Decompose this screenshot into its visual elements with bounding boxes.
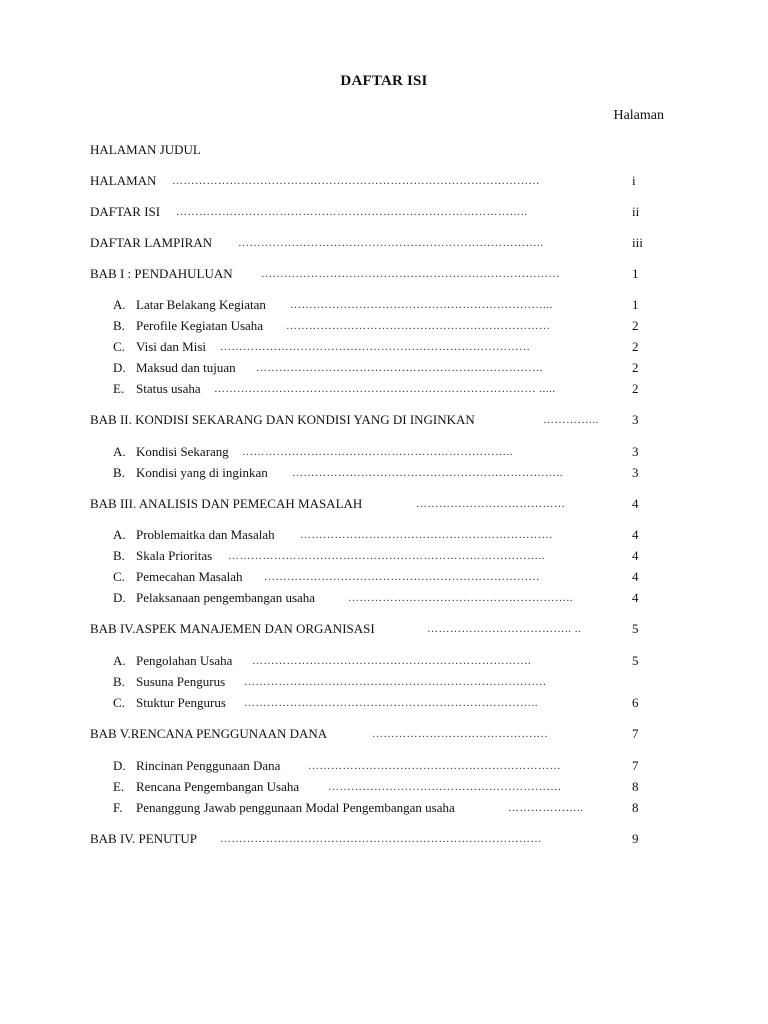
toc-entry (0, 778, 768, 796)
toc-entry-label: Pelaksanaan pengembangan usaha (136, 590, 316, 605)
toc-entry (0, 359, 768, 377)
toc-dot-leader: …………………………………………………………... (290, 299, 553, 311)
toc-dot-leader: ………………………………………………………………….. (244, 697, 538, 709)
toc-entry-page: 2 (632, 339, 639, 354)
toc-entry-page: 7 (632, 726, 639, 741)
toc-entry-letter: C. (113, 695, 125, 710)
toc-entry-page: ii (632, 204, 640, 219)
toc-dot-leader: ……………….. (508, 802, 584, 814)
toc-entry (0, 673, 768, 691)
toc-entry (0, 380, 768, 398)
toc-entry-letter: A. (113, 297, 126, 312)
toc-dot-leader: …………………………………………………………………… (261, 268, 560, 280)
toc-entry-label: BAB IV.ASPEK MANAJEMEN DAN ORGANISASI (90, 621, 375, 636)
toc-entry-page: 7 (632, 758, 639, 773)
toc-dot-leader: ………………………………………………………………. (252, 655, 532, 667)
toc-dot-leader: ……………………………….. .. (427, 623, 582, 635)
toc-entry-page: 8 (632, 800, 639, 815)
toc-entry (0, 338, 768, 356)
toc-entry-page: 4 (632, 590, 639, 605)
toc-dot-leader: …………………………………………………………………….. (238, 237, 544, 249)
toc-entry (0, 589, 768, 607)
toc-entry-letter: E. (113, 381, 125, 396)
toc-entry (0, 547, 768, 565)
toc-entry-label: Penanggung Jawab penggunaan Modal Pengembangan usaha (136, 800, 455, 815)
toc-entry-letter: C. (113, 339, 125, 354)
toc-entry (0, 495, 768, 513)
toc-entry-label: BAB II. KONDISI SEKARANG DAN KONDISI YANG DI INGINKAN (90, 412, 475, 427)
toc-entry-label: Kondisi yang di inginkan (136, 465, 268, 480)
toc-dot-leader: …………………………………………………………….. (292, 467, 563, 479)
toc-dot-leader: …………... (543, 414, 599, 426)
toc-entry-label: Pemecahan Masalah (136, 569, 243, 584)
toc-entry-letter: B. (113, 465, 125, 480)
toc-entry-label: HALAMAN JUDUL (90, 142, 201, 157)
toc-entry (0, 620, 768, 638)
toc-entry-page: 8 (632, 779, 639, 794)
toc-entry-page: 9 (632, 831, 639, 846)
toc-dot-leader: …………………………………………………………………………………… (172, 175, 540, 187)
toc-dot-leader: ………………………………………………………………… (256, 362, 544, 374)
toc-entry-label: BAB I : PENDAHULUAN (90, 266, 233, 281)
page-column-header: Halaman (613, 108, 664, 123)
toc-entry-label: Maksud dan tujuan (136, 360, 236, 375)
toc-entry-label: Pengolahan Usaha (136, 653, 233, 668)
toc-entry-page: 2 (632, 318, 639, 333)
toc-entry-label: BAB V.RENCANA PENGGUNAAN DANA (90, 726, 328, 741)
toc-entry-page: 1 (632, 266, 639, 281)
toc-entry-label: Skala Prioritas (136, 548, 213, 563)
toc-entry (0, 652, 768, 670)
toc-entry-page: 4 (632, 548, 639, 563)
toc-dot-leader: ……………………………………………………………………………….. (176, 206, 528, 218)
toc-entry-page: i (632, 173, 636, 188)
toc-entry-letter: B. (113, 548, 125, 563)
toc-entry (0, 141, 768, 159)
toc-entry-label: DAFTAR LAMPIRAN (90, 235, 213, 250)
toc-entry-page: 4 (632, 569, 639, 584)
toc-dot-leader: ……………………………………………………………… (264, 571, 540, 583)
toc-entry-letter: A. (113, 444, 126, 459)
toc-entry-label: Status usaha (136, 381, 201, 396)
toc-entry-label: BAB III. ANALISIS DAN PEMECAH MASALAH (90, 496, 363, 511)
toc-entry-letter: A. (113, 653, 126, 668)
toc-entry (0, 234, 768, 252)
toc-entry (0, 296, 768, 314)
toc-dot-leader: ………………………………………. (372, 728, 548, 740)
toc-entry-label: BAB IV. PENUTUP (90, 831, 198, 846)
toc-entry-page: 2 (632, 360, 639, 375)
toc-dot-leader: ………………………………………………….. (348, 592, 573, 604)
toc-entry-label: Kondisi Sekarang (136, 444, 229, 459)
toc-entry-page: 2 (632, 381, 639, 396)
toc-entry-page: 5 (632, 653, 639, 668)
toc-dot-leader: ………………………………………………………… (308, 760, 561, 772)
toc-dot-leader: …………………………………………………………… (286, 320, 551, 332)
toc-entry-page: 3 (632, 444, 639, 459)
toc-entry-page: 3 (632, 465, 639, 480)
toc-entry (0, 799, 768, 817)
toc-entry-letter: D. (113, 590, 126, 605)
toc-entry-label: Perofile Kegiatan Usaha (136, 318, 264, 333)
toc-entry-label: Problemaitka dan Masalah (136, 527, 275, 542)
toc-entry (0, 203, 768, 221)
toc-entry-label: Rincinan Penggunaan Dana (136, 758, 281, 773)
toc-entry-letter: A. (113, 527, 126, 542)
toc-entry (0, 694, 768, 712)
page-title: DAFTAR ISI (340, 73, 428, 89)
toc-entry-label: Rencana Pengembangan Usaha (136, 779, 300, 794)
toc-dot-leader: ………………………………………………………………………… ..... (214, 383, 556, 395)
toc-entry-letter: D. (113, 758, 126, 773)
toc-entry-page: 4 (632, 527, 639, 542)
toc-entry-page: 3 (632, 412, 639, 427)
toc-entry (0, 757, 768, 775)
toc-entry-page: 4 (632, 496, 639, 511)
toc-entry-letter: C. (113, 569, 125, 584)
toc-entry (0, 830, 768, 848)
toc-dot-leader: ………………………………………………………………………… (220, 833, 542, 845)
toc-entry-label: Stuktur Pengurus (136, 695, 226, 710)
toc-dot-leader: ……………………………………………………………………… (220, 341, 531, 353)
toc-entry-label: Latar Belakang Kegiatan (136, 297, 266, 312)
toc-entry-letter: D. (113, 360, 126, 375)
toc-entry (0, 464, 768, 482)
toc-dot-leader: ……………………………………………………………………….. (228, 550, 545, 562)
toc-dot-leader: ……………………………………………………………………. (244, 676, 547, 688)
toc-entry-label: Susuna Pengurus (136, 674, 226, 689)
toc-entry-label: HALAMAN (90, 173, 157, 188)
toc-entry (0, 526, 768, 544)
toc-entry-page: 1 (632, 297, 639, 312)
toc-entry-page: 5 (632, 621, 639, 636)
toc-entry (0, 172, 768, 190)
toc-entry-letter: E. (113, 779, 125, 794)
toc-entry (0, 443, 768, 461)
toc-entry-label: Visi dan Misi (136, 339, 207, 354)
toc-entry-page: iii (632, 235, 643, 250)
toc-entry-letter: B. (113, 318, 125, 333)
toc-entry-letter: B. (113, 674, 125, 689)
toc-dot-leader: …………………………………………………………….. (242, 446, 513, 458)
toc-entry-label: DAFTAR ISI (90, 204, 161, 219)
toc-dot-leader: ………………………………………………………… (300, 529, 553, 541)
toc-dot-leader: ……………………………………………………. (328, 781, 562, 793)
toc-entry (0, 725, 768, 743)
toc-entry (0, 411, 768, 429)
toc-entry (0, 265, 768, 283)
toc-entry (0, 317, 768, 335)
toc-dot-leader: ………………………………… (416, 498, 566, 510)
toc-entry-letter: F. (113, 800, 123, 815)
toc-entry-page: 6 (632, 695, 639, 710)
toc-entry (0, 568, 768, 586)
